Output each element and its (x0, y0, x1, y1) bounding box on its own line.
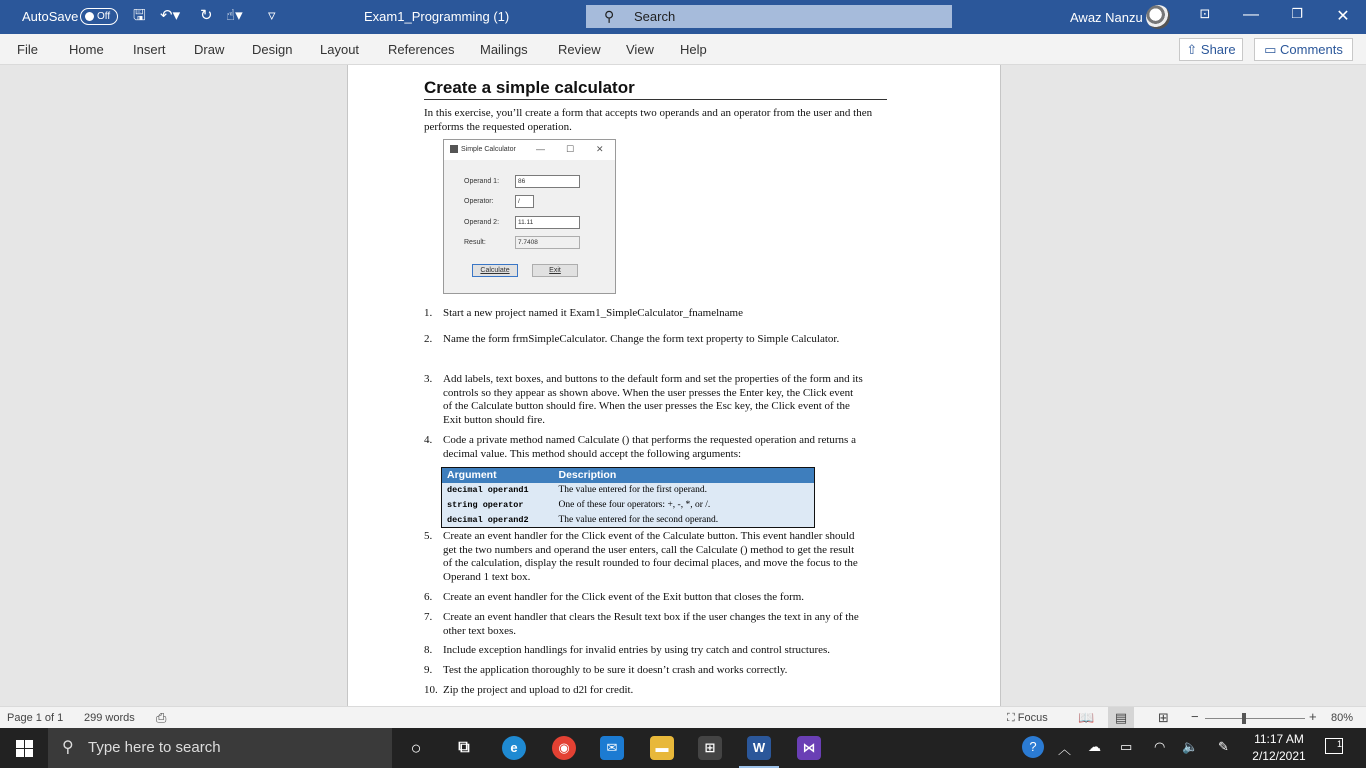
onedrive-error-icon[interactable]: ☁ (1088, 739, 1101, 754)
clock[interactable] (1246, 731, 1312, 765)
calc-title: Simple Calculator (461, 146, 516, 153)
edge-icon[interactable]: e (502, 736, 526, 760)
table-cell: One of these four operators: +, -, *, or /. (554, 498, 815, 513)
focus-button[interactable] (1007, 712, 1048, 725)
operator-box: / (515, 195, 534, 208)
list-text: Test the application thoroughly to be sure it doesn’t crash and works correctly. (443, 664, 788, 676)
list-text: Include exception handlings for invalid entries by using try catch and control structures. (443, 644, 831, 656)
customize-toolbar-icon[interactable]: ▿ (268, 7, 276, 24)
tab-draw[interactable]: Draw (194, 42, 225, 57)
tab-mailings[interactable]: Mailings (480, 42, 528, 57)
share-label: Share (1200, 42, 1236, 57)
list-text: Zip the project and upload to d2l for credit. (443, 684, 634, 696)
table-header: Argument (442, 468, 554, 483)
list-item (424, 664, 864, 678)
search-icon: ⚲ (62, 739, 74, 756)
calculator-form-image (443, 139, 616, 294)
windows-logo-icon (16, 749, 24, 757)
search-box[interactable] (586, 5, 952, 28)
web-layout-icon[interactable]: ⊞ (1158, 710, 1169, 725)
focus-icon: ⛶ (1007, 712, 1018, 724)
word-count[interactable]: 299 words (84, 712, 135, 724)
operand1-box: 86 (515, 175, 580, 188)
time: 11:17 AM (1254, 732, 1304, 746)
table-header-row (442, 468, 815, 483)
search-icon: ⚲ (604, 8, 615, 24)
proofing-icon[interactable]: ⎙ (156, 710, 167, 725)
table-cell: decimal operand2 (442, 513, 554, 528)
notification-icon[interactable]: 1 (1325, 738, 1343, 754)
focus-label: Focus (1017, 712, 1048, 724)
list-item (424, 307, 864, 321)
tab-layout[interactable]: Layout (320, 42, 360, 57)
list-text: Add labels, text boxes, and buttons to the default form and set the properties of the form and its controls so they appear as shown above. When the user presses the Enter key, the Click event of the Calculate button should fire. When the user presses the Esc key, the Click event of the Exit button should fire. (443, 373, 863, 427)
tab-review[interactable]: Review (558, 42, 601, 57)
autosave-label: AutoSave (22, 9, 79, 24)
list-text: Start a new project named it Exam1_SimpleCalculator_fnamelname (443, 307, 743, 319)
visual-studio-icon[interactable]: ⋈ (797, 736, 821, 760)
status-bar (0, 706, 1366, 728)
zoom-out-icon[interactable]: − (1191, 709, 1199, 724)
file-explorer-icon[interactable]: ▬ (650, 736, 674, 760)
tab-insert[interactable]: Insert (133, 42, 166, 57)
task-view-icon[interactable]: ⧉ (458, 739, 470, 756)
zoom-slider-thumb[interactable] (1242, 713, 1246, 724)
taskbar-search-input[interactable] (48, 728, 392, 768)
exit-button-image: Exit (532, 264, 578, 277)
title-bar (0, 0, 1366, 34)
list-item (424, 333, 864, 347)
share-icon: ⇧ (1186, 42, 1201, 57)
taskbar (0, 728, 1366, 768)
autosave-toggle[interactable]: Off (80, 8, 118, 25)
help-icon[interactable]: ? (1022, 736, 1044, 758)
tab-home[interactable]: Home (69, 42, 104, 57)
list-text: Create an event handler for the Click event of the Calculate button. This event handler should get the two numbers and operand the user enters, call the Calculate () method to get the result of the calculation, display the result rounded to four decimal places, and move the focus to the Operand 1 text box. (443, 530, 858, 584)
operator-label: Operator: (464, 198, 494, 205)
taskbar-search-placeholder: Type here to search (88, 739, 221, 756)
windows-logo-icon (25, 749, 33, 757)
list-number: 10. (424, 684, 438, 696)
list-item (424, 684, 864, 698)
result-label: Result: (464, 239, 486, 246)
chrome-icon[interactable]: ◉ (552, 736, 576, 760)
comments-button[interactable] (1254, 38, 1353, 61)
avatar[interactable] (1146, 5, 1170, 29)
wifi-icon[interactable]: ◠ (1154, 739, 1166, 754)
cortana-icon[interactable]: ○ (410, 738, 422, 758)
touch-mode-icon[interactable]: ☝▾ (226, 7, 243, 24)
windows-logo-icon (16, 740, 24, 748)
tab-file[interactable]: File (17, 42, 38, 57)
list-item (424, 434, 864, 461)
pen-icon[interactable]: ✎ (1218, 739, 1229, 754)
print-layout-icon[interactable]: ▤ (1108, 707, 1134, 728)
document-title: Exam1_Programming (1) (364, 9, 510, 24)
calc-close-icon: ✕ (596, 144, 604, 154)
restore-button[interactable]: ❐ (1291, 6, 1303, 21)
table-cell: The value entered for the second operand. (554, 513, 815, 528)
list-item (424, 611, 864, 638)
tab-design[interactable]: Design (252, 42, 293, 57)
list-number: 8. (424, 644, 433, 656)
document-page[interactable] (347, 65, 1001, 706)
result-box: 7.7408 (515, 236, 580, 249)
list-number: 9. (424, 664, 433, 676)
table-cell: string operator (442, 498, 554, 513)
ribbon-tabs (0, 34, 1366, 65)
intro-paragraph: In this exercise, you’ll create a form that accepts two operands and an operator from the user and then performs the requested operation. (424, 107, 873, 133)
list-item (424, 644, 864, 658)
zoom-slider[interactable] (1205, 718, 1305, 719)
battery-icon[interactable]: ▭ (1120, 739, 1133, 754)
list-number: 7. (424, 611, 433, 623)
tab-references[interactable]: References (388, 42, 455, 57)
mail-icon[interactable]: ✉ (600, 736, 624, 760)
list-number: 4. (424, 434, 433, 446)
read-mode-icon[interactable]: 📖 (1078, 710, 1095, 725)
list-item (424, 373, 864, 428)
page-title: Create a simple calculator (424, 78, 887, 100)
list-text: Create an event handler that clears the Result text box if the user changes the text in any of the other text boxes. (443, 611, 859, 637)
calc-maximize-icon: ☐ (566, 144, 575, 154)
minimize-button[interactable]: — (1243, 6, 1259, 23)
word-icon[interactable]: W (747, 736, 771, 760)
document-area[interactable] (0, 65, 1366, 706)
show-hidden-icons-icon[interactable]: ︿ (1058, 742, 1072, 757)
redo-icon[interactable]: ↻ (200, 7, 213, 24)
list-text: Name the form frmSimpleCalculator. Change the form text property to Simple Calculator. (443, 333, 840, 345)
app-icon (450, 145, 458, 153)
table-row (442, 498, 815, 513)
calculate-button-image: Calculate (472, 264, 518, 277)
date: 2/12/2021 (1252, 749, 1306, 763)
share-button[interactable] (1179, 38, 1243, 61)
zoom-level[interactable]: 80% (1331, 712, 1354, 724)
comments-label: Comments (1280, 42, 1343, 57)
list-number: 5. (424, 530, 433, 542)
operand1-label: Operand 1: (464, 178, 500, 185)
list-number: 2. (424, 333, 433, 345)
comment-icon: ▭ (1264, 42, 1281, 57)
save-icon[interactable]: 🖫 (133, 7, 146, 24)
operand2-box: 11.11 (515, 216, 580, 229)
table-cell: The value entered for the first operand. (554, 483, 815, 498)
volume-icon[interactable]: 🔈 (1182, 739, 1199, 754)
operand2-label: Operand 2: (464, 219, 500, 226)
store-icon[interactable]: ⊞ (698, 736, 722, 760)
zoom-in-icon[interactable]: + (1309, 709, 1317, 724)
search-placeholder: Search (634, 9, 676, 24)
windows-logo-icon (25, 740, 33, 748)
calc-title-bar (444, 140, 615, 160)
list-number: 1. (424, 307, 433, 319)
undo-icon[interactable]: ↶▾ (160, 7, 181, 24)
list-text: Code a private method named Calculate () that performs the requested operation and returns a decimal value. This method should accept the following arguments: (443, 434, 856, 460)
table-row (442, 483, 815, 498)
list-number: 6. (424, 591, 433, 603)
arguments-table (441, 467, 815, 528)
list-item (424, 530, 864, 585)
tab-view[interactable]: View (626, 42, 654, 57)
ribbon-display-icon[interactable]: ⊡ (1199, 6, 1211, 21)
close-button[interactable]: ✕ (1336, 8, 1350, 25)
table-header: Description (554, 468, 815, 483)
calc-minimize-icon: — (536, 144, 545, 154)
list-number: 3. (424, 373, 433, 385)
page-count[interactable]: Page 1 of 1 (7, 712, 64, 724)
table-row (442, 513, 815, 528)
table-cell: decimal operand1 (442, 483, 554, 498)
list-text: Create an event handler for the Click event of the Exit button that closes the form. (443, 591, 805, 603)
start-button[interactable] (0, 728, 48, 768)
list-item (424, 591, 864, 605)
tab-help[interactable]: Help (680, 42, 707, 57)
user-name[interactable]: Awaz Nanzu (1070, 10, 1143, 25)
